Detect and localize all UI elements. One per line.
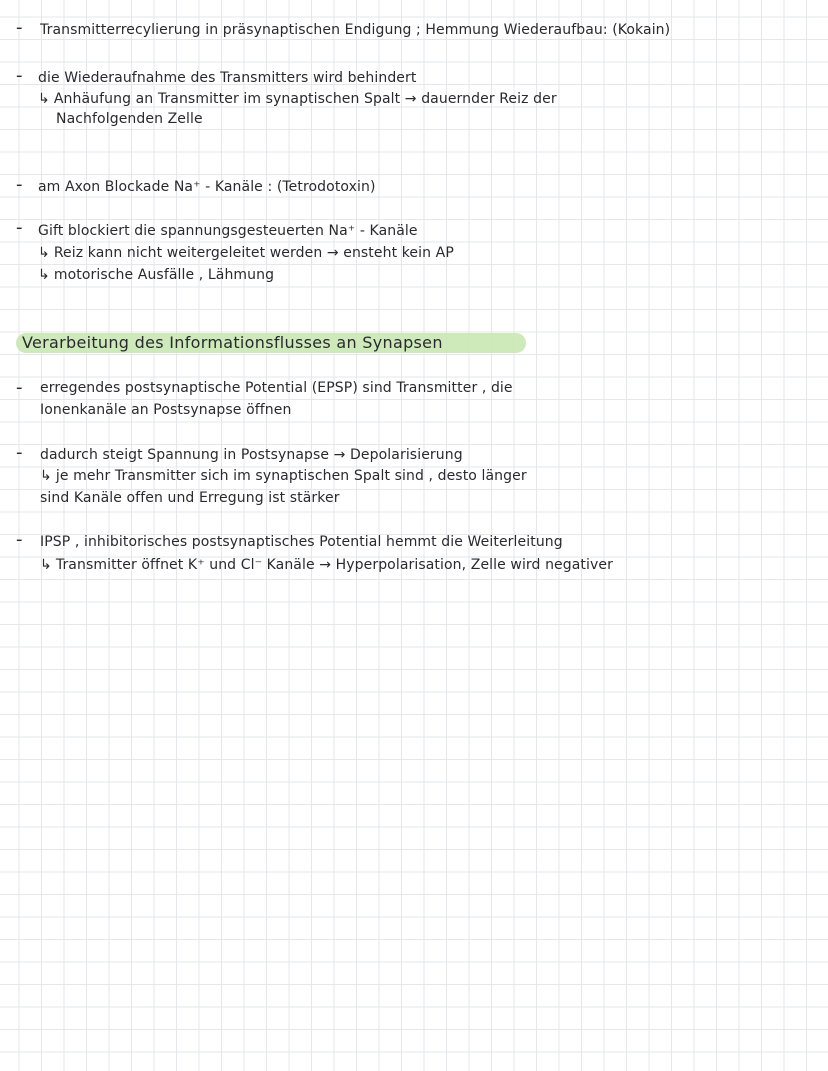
- bullet-5: -: [16, 377, 23, 398]
- bullet-2: -: [16, 65, 23, 86]
- arrow-icon: ↳: [38, 267, 50, 283]
- note-text: Anhäufung an Transmitter im synaptischen Spalt → dauernder Reiz der: [53, 91, 557, 107]
- bullet-1: -: [16, 17, 23, 38]
- note-subline: [38, 243, 454, 263]
- note-line: erregendes postsynaptische Potential (EPSP) sind Transmitter , die: [40, 380, 513, 396]
- note-line: die Wiederaufnahme des Transmitters wird behindert: [38, 70, 417, 86]
- arrow-icon: ↳: [40, 468, 52, 484]
- note-text: Reiz kann nicht weitergeleitet werden → ensteht kein AP: [53, 245, 454, 261]
- bullet-3: -: [16, 174, 23, 195]
- bullet-6: -: [16, 442, 23, 463]
- bullet-4: -: [16, 217, 23, 238]
- note-line: Transmitterrecylierung in präsynaptischen Endigung ; Hemmung Wiederaufbau: (Kokain): [40, 22, 671, 38]
- arrow-icon: ↳: [38, 245, 50, 261]
- note-text: Transmitter öffnet K⁺ und Cl⁻ Kanäle → Hyperpolarisation, Zelle wird negativer: [55, 557, 613, 573]
- section-heading: Verarbeitung des Informationsflusses an Synapsen: [22, 333, 443, 352]
- note-subline: [40, 466, 527, 486]
- note-text: motorische Ausfälle , Lähmung: [53, 267, 275, 283]
- note-line: sind Kanäle offen und Erregung ist stärker: [40, 490, 340, 506]
- note-line: am Axon Blockade Na⁺ - Kanäle : (Tetrodotoxin): [38, 179, 376, 195]
- note-subline: [40, 555, 613, 575]
- arrow-icon: ↳: [40, 557, 52, 573]
- note-subline: [38, 89, 557, 109]
- note-text: je mehr Transmitter sich im synaptischen Spalt sind , desto länger: [55, 468, 527, 484]
- note-line: Ionenkanäle an Postsynapse öffnen: [40, 402, 292, 418]
- note-line: Gift blockiert die spannungsgesteuerten Na⁺ - Kanäle: [38, 223, 418, 239]
- bullet-7: -: [16, 529, 23, 550]
- arrow-icon: ↳: [38, 91, 50, 107]
- note-line: IPSP , inhibitorisches postsynaptisches Potential hemmt die Weiterleitung: [40, 534, 563, 550]
- note-line: dadurch steigt Spannung in Postsynapse → Depolarisierung: [40, 447, 463, 463]
- note-line: Nachfolgenden Zelle: [56, 111, 203, 127]
- note-subline: [38, 265, 274, 285]
